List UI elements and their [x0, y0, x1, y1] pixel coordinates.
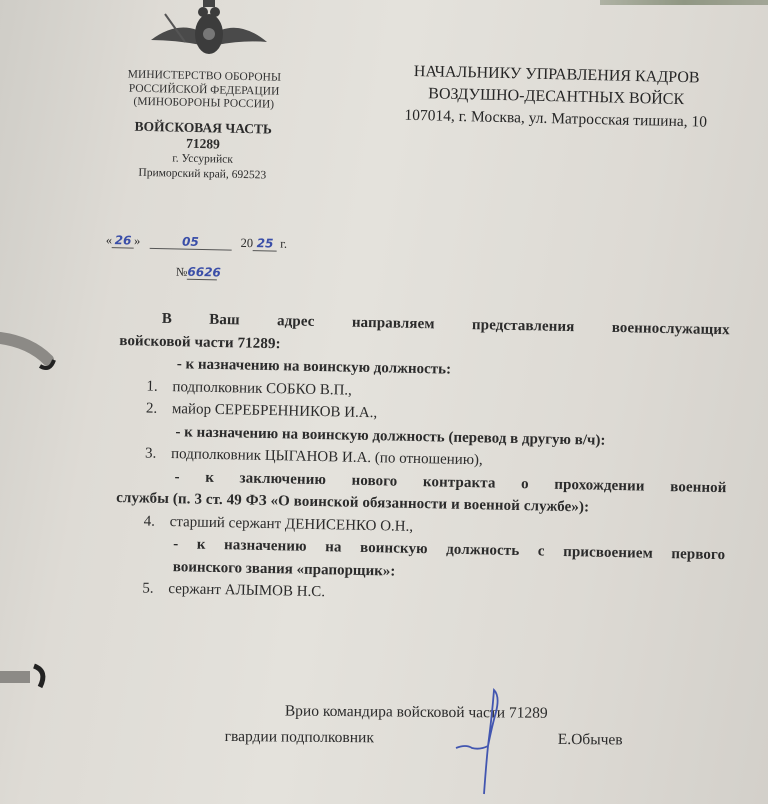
- ministry-line-3: (МИНОБОРОНЫ РОССИИ): [133, 95, 275, 111]
- document-date: [106, 233, 287, 252]
- item-number: 2.: [145, 400, 158, 417]
- sender-block: [100, 68, 307, 184]
- sender-city: г. Уссурийск: [172, 151, 233, 166]
- quote-open: «: [105, 233, 113, 248]
- item-text: сержант АЛЫМОВ Н.С.: [168, 581, 326, 601]
- item-number: 1.: [146, 378, 158, 395]
- signer-rank: гвардии подполковник: [224, 727, 374, 747]
- intro-line-1: В Ваш адрес направляем представления военнослужащих: [161, 310, 730, 339]
- unit-number: 71289: [185, 135, 220, 151]
- intro-line-2: войсковой части 71289:: [119, 332, 281, 352]
- sender-region: Приморский край, 692523: [138, 166, 267, 181]
- signer-name: Е.Обычев: [557, 730, 623, 749]
- letter-body: [114, 307, 730, 612]
- item-number: 3.: [144, 445, 157, 462]
- item-text: подполковник СОБКО В.П.,: [172, 378, 353, 399]
- item-text: старший сержант ДЕНИСЕНКО О.Н.,: [169, 513, 414, 535]
- recipient-line-2: ВОЗДУШНО-ДЕСАНТНЫХ ВОЙСК: [428, 85, 685, 109]
- reg-number-value: 6626: [187, 264, 222, 280]
- item-number: 4.: [143, 513, 156, 530]
- item-text: майор СЕРЕБРЕННИКОВ И.А.,: [171, 401, 378, 422]
- date-day: 26: [112, 233, 134, 248]
- handwritten-signature-icon: [452, 686, 512, 798]
- unit-title: ВОЙСКОВАЯ ЧАСТЬ: [134, 118, 273, 137]
- quote-close: »: [133, 233, 141, 248]
- section-heading: - к заключению нового контракта о прохождении военной: [174, 468, 727, 496]
- year-unit: г.: [280, 236, 288, 251]
- signature-block: [225, 698, 645, 754]
- section-heading: - к назначению на воинскую должность:: [176, 356, 452, 378]
- ministry-line-2: РОССИЙСКОЙ ФЕДЕРАЦИИ: [128, 82, 280, 98]
- section-heading-cont: воинского звания «прапорщик»:: [172, 558, 396, 580]
- section-heading: - к назначению на воинскую должность (перевод в другую в/ч):: [175, 423, 606, 449]
- ministry-line-1: МИНИСТЕРСТВО ОБОРОНЫ: [127, 68, 282, 84]
- eagle-emblem-icon: [145, 0, 273, 60]
- section-heading-cont: службы (п. 3 ст. 49 ФЗ «О воинской обязанности и военной службе»):: [116, 489, 590, 516]
- registration-number: [175, 264, 222, 281]
- item-number: 5.: [142, 580, 154, 597]
- recipient-block: [371, 60, 742, 134]
- recipient-line-1: НАЧАЛЬНИКУ УПРАВЛЕНИЯ КАДРОВ: [413, 62, 700, 87]
- year-prefix: 20: [240, 235, 254, 251]
- recipient-address: 107014, г. Москва, ул. Матросская тишина, 10: [404, 106, 708, 131]
- number-sign: №: [175, 264, 188, 279]
- item-text: подполковник ЦЫГАНОВ И.А. (по отношению),: [170, 446, 483, 469]
- date-year: 25: [253, 236, 277, 251]
- date-month: 05: [149, 234, 231, 251]
- signer-position: Врио командира войсковой части 71289: [284, 702, 548, 722]
- section-heading: - к назначению на воинскую должность с присвоением первого: [173, 536, 726, 564]
